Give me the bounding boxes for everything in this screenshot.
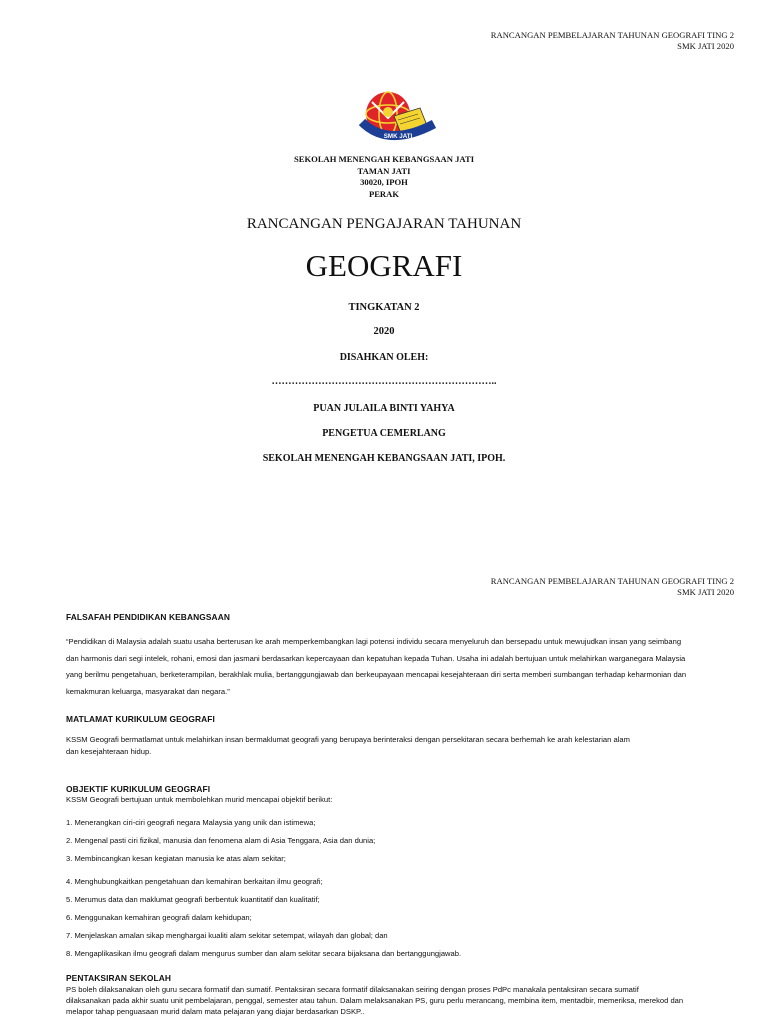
form-level: TINGKATAN 2 [348,302,420,313]
page1-header [491,30,734,52]
subject-title: GEOGRAFI [305,248,463,283]
matlamat-title: MATLAMAT KURIKULUM GEOGRAFI [66,714,215,724]
page2-header-line1: RANCANGAN PEMBELAJARAN TAHUNAN GEOGRAFI TING 2 [490,576,734,586]
page1-header-line2: SMK JATI 2020 [677,41,734,51]
page2-header-line2: SMK JATI 2020 [677,587,734,597]
address-line-1: SEKOLAH MENENGAH KEBANGSAAN JATI [293,154,475,164]
page1-header-line1: RANCANGAN PEMBELAJARAN TAHUNAN GEOGRAFI TING 2 [490,30,734,40]
falsafah-text [66,634,738,700]
pentaksiran-text [66,984,738,1017]
school-name: SEKOLAH MENENGAH KEBANGSAAN JATI, IPOH. [262,453,506,464]
list-item: 4. Menghubungkaitkan pengetahuan dan kemahiran berkaitan ilmu geografi; [66,877,323,886]
objektif-title: OBJEKTIF KURIKULUM GEOGRAFI [66,784,211,794]
list-item: 5. Merumus data dan maklumat geografi berbentuk kuantitatif dan kualitatif; [66,895,320,904]
objektif-intro: KSSM Geografi bertujuan untuk membolehkan murid mencapai objektif berikut: [66,795,333,804]
pentaksiran-line: PS boleh dilaksanakan oleh guru secara formatif dan sumatif. Pentaksiran secara formatif dilaksanakan seiring dengan proses PdPc manakala pentaksiran secara sumatif [66,985,639,994]
address-line-4: PERAK [368,188,400,199]
list-item: 3. Membincangkan kesan kegiatan manusia ke atas alam sekitar; [66,854,286,863]
objektif-list [66,818,738,958]
falsafah-line: “Pendidikan di Malaysia adalah suatu usaha berterusan ke arah memperkembangkan lagi potensi individu secara menyeluruh dan bersepadu untuk mewujudkan insan yang seimbang [66,637,682,646]
matlamat-text [66,734,738,758]
list-item: 7. Menjelaskan amalan sikap menghargai kualiti alam sekitar setempat, wilayah dan global; dan [66,931,388,940]
school-address [0,154,768,200]
list-item: 1. Menerangkan ciri-ciri geografi negara Malaysia yang unik dan istimewa; [66,818,316,827]
pentaksiran-title: PENTAKSIRAN SEKOLAH [66,973,172,983]
list-item: 6. Menggunakan kemahiran geografi dalam kehidupan; [66,913,252,922]
falsafah-title: FALSAFAH PENDIDIKAN KEBANGSAAN [66,612,230,622]
matlamat-line: KSSM Geografi bermatlamat untuk melahirkan insan bermaklumat geografi yang berupaya berinteraksi dengan persekitaran secara berhemah ke arah kelestarian alam [66,735,630,744]
plan-title: RANCANGAN PENGAJARAN TAHUNAN [246,216,522,232]
approved-by-label: DISAHKAN OLEH: [339,352,429,363]
falsafah-line: yang berilmu pengetahuan, berketerampilan, berakhlak mulia, bertanggungjawab dan berkeupayaan mencapai kesejahteraan diri serta memberi sumbangan terhadap keharmonian dan [66,670,687,679]
principal-position: PENGETUA CEMERLANG [322,428,446,439]
principal-name: PUAN JULAILA BINTI YAHYA [313,403,455,414]
list-item: 8. Mengaplikasikan ilmu geografi dalam mengurus sumber dan alam sekitar secara bijaksana dan bertanggungjawab. [66,949,462,958]
falsafah-line: kemakmuran keluarga, masyarakat dan negara.” [66,686,230,696]
address-line-2: TAMAN JATI [357,165,411,176]
page2-header [491,576,734,598]
pentaksiran-line: dilaksanakan pada akhir suatu unit pembelajaran, penggal, semester atau tahun. Dalam melaksanakan PS, guru perlu merancang, membina item, mentadbir, memeriksa, merekod dan [66,996,684,1005]
address-line-3: 30020, IPOH [360,177,408,187]
pentaksiran-line: melapor tahap penguasaan murid dalam mata pelajaran yang diajar berdasarkan DSKP.. [66,1007,365,1016]
school-logo [358,84,440,146]
falsafah-line: dan harmonis dari segi intelek, rohani, emosi dan jasmani berdasarkan kepercayaan dan kepatuhan kepada Tuhan. Usaha ini adalah bertujuan untuk melahirkan warganegara Malaysia [66,653,686,663]
year: 2020 [373,326,395,337]
svg-text:SMK JATI: SMK JATI [383,133,413,140]
matlamat-line: dan kesejahteraan hidup. [66,747,152,756]
list-item: 2. Mengenal pasti ciri fizikal, manusia dan fenomena alam di Asia Tenggara, Asia dan dunia; [66,836,376,845]
signature-line: ………………………………………………………….. [271,376,497,387]
